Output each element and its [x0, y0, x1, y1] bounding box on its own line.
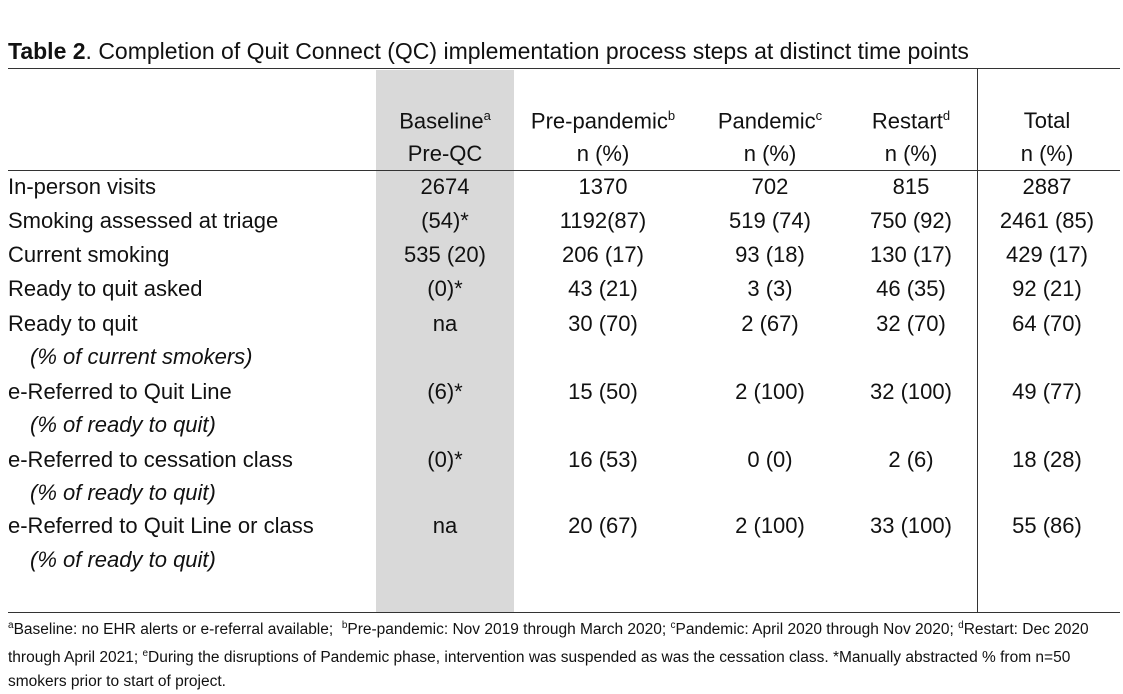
col-header-name: Pandemic: [717, 108, 816, 134]
row-label: e-Referred to Quit Line or class: [8, 513, 314, 538]
cell-pandemic: 519 (74): [729, 208, 811, 233]
cell-pandemic: 702: [751, 174, 789, 199]
table-row-ready-to-quit-asked: [0, 276, 1123, 310]
footnote-c: Pandemic: April 2020 through Nov 2020;: [675, 621, 954, 639]
row-label: In-person visits: [8, 174, 156, 199]
cell-total: 49 (77): [1012, 379, 1082, 404]
cell-baseline: (0)*: [427, 447, 463, 472]
col-subheader-total: n (%): [1020, 141, 1074, 166]
col-subheader-pandemic: n (%): [743, 141, 797, 166]
cell-restart: 750 (92): [870, 208, 952, 233]
cell-pre-pandemic: 20 (67): [568, 513, 638, 538]
table-row-e-referred-quit-line-or-class: [0, 513, 1123, 547]
row-label: Smoking assessed at triage: [8, 208, 279, 233]
cell-restart: 32 (100): [870, 379, 952, 404]
footnote-a: Baseline: no EHR alerts or e-referral available;: [13, 621, 334, 639]
row-sublabel: (% of ready to quit): [30, 480, 216, 505]
table-row-e-referred-quit-line: [0, 379, 1123, 413]
cell-baseline: (54)*: [421, 208, 469, 233]
cell-baseline: (6)*: [427, 379, 463, 404]
col-header-restart: [848, 108, 974, 134]
row-label: e-Referred to cessation class: [8, 447, 293, 472]
cell-total: 18 (28): [1012, 447, 1082, 472]
footnote-a-marker: a: [8, 620, 14, 631]
col-subheader-pre-pandemic: n (%): [576, 141, 630, 166]
cell-baseline: na: [432, 513, 458, 538]
col-header-total: [984, 108, 1110, 134]
cell-pre-pandemic: 206 (17): [562, 242, 644, 267]
footnote-d-marker: d: [958, 620, 964, 631]
cell-pre-pandemic: 16 (53): [568, 447, 638, 472]
cell-pre-pandemic: 43 (21): [568, 276, 638, 301]
cell-restart: 32 (70): [876, 311, 946, 336]
footnote-star: *Manually abstracted % from n=50 smokers prior to start of project.: [8, 649, 1071, 691]
footnote-e: During the disruptions of Pandemic phase, intervention was suspended as was the cessation class.: [148, 649, 829, 667]
footnote-d: Restart: Dec 2020 through April 2021;: [8, 621, 1089, 667]
cell-pandemic: 2 (100): [735, 379, 805, 404]
col-header-name: Pre-pandemic: [530, 108, 668, 134]
col-header-name: Restart: [871, 108, 943, 134]
footnote-b: Pre-pandemic: Nov 2019 through March 2020;: [347, 621, 667, 639]
cell-total: 92 (21): [1012, 276, 1082, 301]
cell-restart: 815: [892, 174, 930, 199]
bottom-rule: [8, 612, 1120, 613]
cell-restart: 130 (17): [870, 242, 952, 267]
col-header-name: Baseline: [399, 108, 484, 134]
col-header-baseline: [376, 108, 514, 134]
cell-pandemic: 3 (3): [747, 276, 793, 301]
top-rule: [8, 68, 1120, 69]
cell-pre-pandemic: 1192(87): [559, 208, 647, 233]
table-title-bold: Table 2: [8, 38, 86, 64]
col-header-sup: d: [942, 108, 951, 123]
row-label: Ready to quit asked: [8, 276, 203, 301]
col-header-sup: b: [667, 108, 676, 123]
row-sublabel: (% of current smokers): [30, 344, 253, 369]
cell-pandemic: 2 (100): [735, 513, 805, 538]
cell-pre-pandemic: 1370: [578, 174, 628, 199]
cell-pandemic: 2 (67): [741, 311, 799, 336]
table-row-ready-to-quit: [0, 311, 1123, 345]
row-sublabel: (% of ready to quit): [30, 547, 216, 572]
cell-baseline: 535 (20): [404, 242, 486, 267]
col-header-pandemic: [700, 108, 840, 134]
footnote-c-marker: c: [670, 620, 676, 631]
col-subheader-restart: n (%): [884, 141, 938, 166]
col-subheader-baseline: Pre-QC: [407, 141, 483, 166]
cell-restart: 46 (35): [876, 276, 946, 301]
table-title-text: . Completion of Quit Connect (QC) implementation process steps at distinct time points: [85, 38, 969, 64]
cell-pre-pandemic: 15 (50): [568, 379, 638, 404]
row-sublabel: (% of ready to quit): [30, 412, 216, 437]
cell-pandemic: 93 (18): [735, 242, 805, 267]
col-header-sup: a: [483, 108, 491, 123]
row-label: Ready to quit: [8, 311, 138, 336]
footnote-e-marker: e: [142, 648, 148, 660]
cell-pandemic: 0 (0): [747, 447, 793, 472]
cell-pre-pandemic: 30 (70): [568, 311, 638, 336]
col-header-name: Total: [1023, 108, 1071, 133]
cell-total: 429 (17): [1006, 242, 1088, 267]
cell-restart: 33 (100): [870, 513, 952, 538]
table-footnotes: [8, 614, 1116, 694]
row-label: e-Referred to Quit Line: [8, 379, 232, 404]
table-row-e-referred-cessation-class: [0, 447, 1123, 481]
table-row-smoking-assessed: [0, 208, 1123, 242]
cell-total: 55 (86): [1012, 513, 1082, 538]
cell-total: 64 (70): [1012, 311, 1082, 336]
row-label: Current smoking: [8, 242, 170, 267]
header-rule: [8, 170, 1120, 171]
table-title: [8, 38, 969, 65]
cell-baseline: na: [432, 311, 458, 336]
col-header-pre-pandemic: [516, 108, 690, 134]
col-header-sup: c: [815, 108, 823, 123]
cell-total: 2461 (85): [999, 208, 1095, 233]
cell-baseline: 2674: [420, 174, 470, 199]
cell-baseline: (0)*: [427, 276, 463, 301]
footnote-b-marker: b: [341, 620, 348, 631]
table-row-current-smoking: [0, 242, 1123, 276]
table-row-in-person-visits: [0, 174, 1123, 208]
cell-restart: 2 (6): [888, 447, 934, 472]
cell-total: 2887: [1022, 174, 1072, 199]
